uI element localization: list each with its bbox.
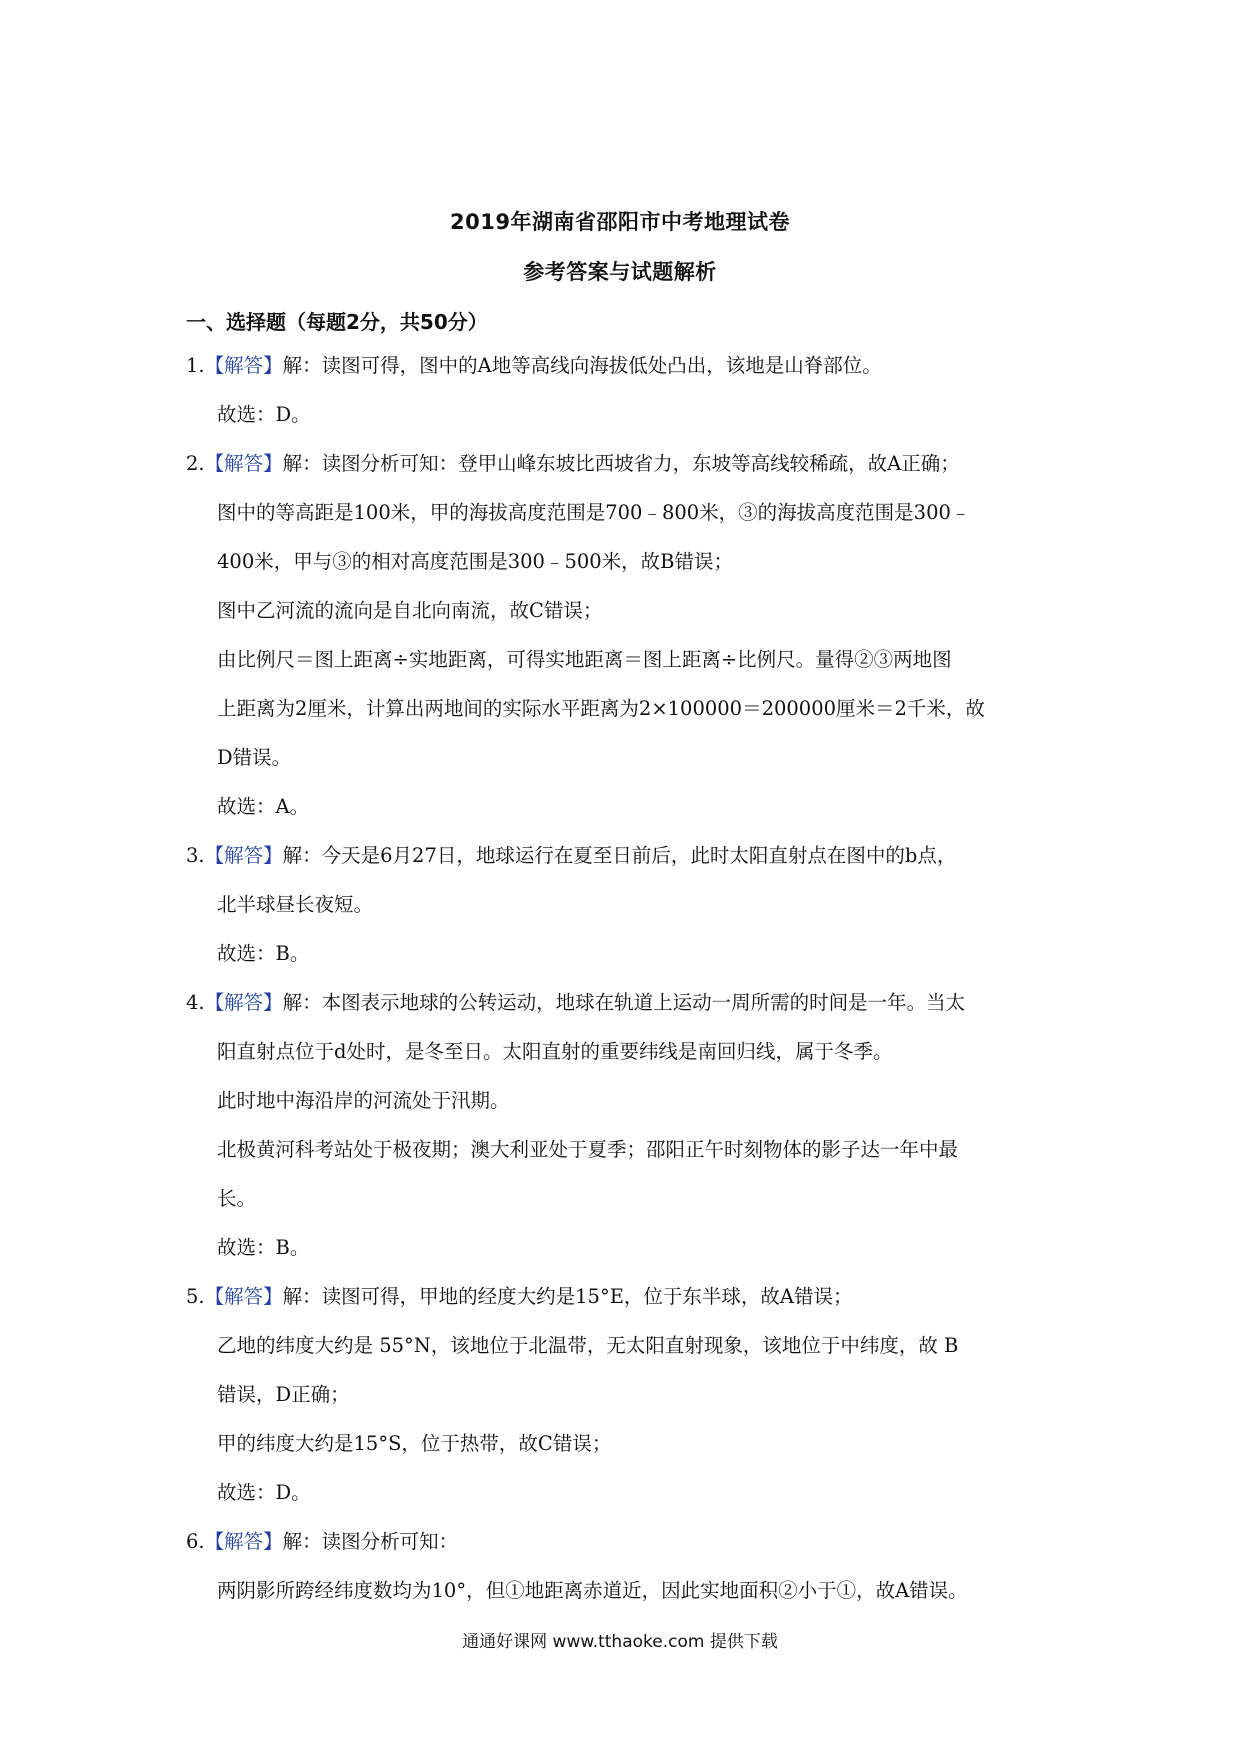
answer-5-line-3: 错误，D正确； <box>217 1383 350 1406</box>
answer-5-choice: 故选：D。 <box>217 1481 311 1504</box>
answer-tag: 【解答】 <box>204 991 283 1014</box>
question-number: 4. <box>186 991 205 1014</box>
answer-4-line-4: 北极黄河科考站处于极夜期；澳大利亚处于夏季；邵阳正午时刻物体的影子达一年中最 <box>217 1138 959 1161</box>
answer-text: 解：本图表示地球的公转运动，地球在轨道上运动一周所需的时间是一年。当太 <box>282 991 966 1014</box>
question-number: 2. <box>186 452 205 475</box>
answer-3-line-2: 北半球昼长夜短。 <box>217 893 374 916</box>
answer-4-choice: 故选：B。 <box>217 1236 310 1259</box>
answer-text: 解：读图可得，甲地的经度大约是15°E，位于东半球，故A错误； <box>282 1285 853 1308</box>
page-title: 2019年湖南省邵阳市中考地理试卷 <box>450 210 790 234</box>
answer-6-line-2: 两阴影所跨经纬度数均为10°，但①地距离赤道近，因此实地面积②小于①，故A错误。 <box>217 1579 968 1602</box>
answer-1-choice: 故选：D。 <box>217 403 311 426</box>
answer-3-line-1 <box>186 846 956 866</box>
answer-4-line-5: 长。 <box>217 1187 257 1210</box>
answer-2-line-1 <box>186 454 960 474</box>
answer-tag: 【解答】 <box>204 354 283 377</box>
answer-3-choice: 故选：B。 <box>217 942 310 965</box>
answer-6-line-1 <box>186 1532 458 1552</box>
question-number: 6. <box>186 1530 205 1553</box>
answer-text: 解：读图可得，图中的A地等高线向海拔低处凸出，该地是山脊部位。 <box>282 354 882 377</box>
answer-4-line-2: 阳直射点位于d处时，是冬至日。太阳直射的重要纬线是南回归线，属于冬季。 <box>217 1040 893 1063</box>
answer-2-line-2: 图中的等高距是100米，甲的海拔高度范围是700﹣800米，③的海拔高度范围是300﹣ <box>217 501 971 524</box>
answer-1-line-1 <box>186 356 882 376</box>
answer-4-line-1 <box>186 993 965 1013</box>
answer-tag: 【解答】 <box>204 1285 283 1308</box>
answer-2-choice: 故选：A。 <box>217 795 310 818</box>
answer-2-line-6: 上距离为2厘米，计算出两地间的实际水平距离为2×100000＝200000厘米＝2千米，故 <box>217 697 985 720</box>
answer-text: 解：读图分析可知： <box>282 1530 459 1553</box>
answer-4-line-3: 此时地中海沿岸的河流处于汛期。 <box>217 1089 510 1112</box>
section-heading: 一、选择题（每题2分，共50分） <box>186 310 488 334</box>
answer-5-line-2: 乙地的纬度大约是 55°N，该地位于北温带，无太阳直射现象，该地位于中纬度，故 B <box>217 1334 959 1357</box>
answer-2-line-4: 图中乙河流的流向是自北向南流，故C错误； <box>217 599 603 622</box>
page-subtitle: 参考答案与试题解析 <box>523 260 717 284</box>
answer-tag: 【解答】 <box>204 844 283 867</box>
answer-5-line-4: 甲的纬度大约是15°S，位于热带，故C错误； <box>217 1432 612 1455</box>
answer-2-line-3: 400米，甲与③的相对高度范围是300﹣500米，故B错误； <box>217 550 733 573</box>
question-number: 5. <box>186 1285 205 1308</box>
question-number: 1. <box>186 354 205 377</box>
answer-text: 解：今天是6月27日，地球运行在夏至日前后，此时太阳直射点在图中的b点， <box>282 844 957 867</box>
answer-tag: 【解答】 <box>204 1530 283 1553</box>
answer-2-line-5: 由比例尺＝图上距离÷实地距离，可得实地距离＝图上距离÷比例尺。量得②③两地图 <box>217 648 952 671</box>
answer-2-line-7: D错误。 <box>217 746 292 769</box>
answer-tag: 【解答】 <box>204 452 283 475</box>
answer-5-line-1 <box>186 1287 853 1307</box>
question-number: 3. <box>186 844 205 867</box>
page-footer: 通通好课网 www.tthaoke.com 提供下载 <box>462 1632 778 1652</box>
answer-text: 解：读图分析可知：登甲山峰东坡比西坡省力，东坡等高线较稀疏，故A正确； <box>282 452 960 475</box>
